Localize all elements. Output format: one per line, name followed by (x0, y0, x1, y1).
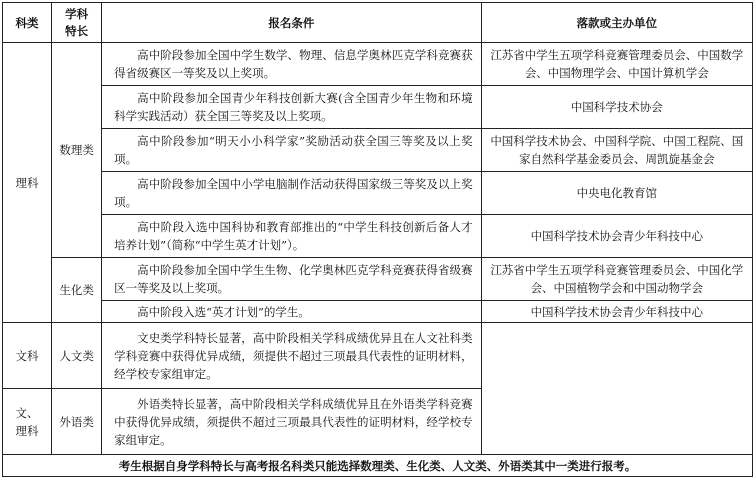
organizer-cell: 中国科学技术协会青少年科技中心 (481, 301, 752, 323)
header-organizer: 落款或主办单位 (481, 3, 752, 43)
table-row (3, 301, 753, 323)
requirement-cell: 高中阶段参加全国中小学电脑制作活动获得国家级三等奖及以上奖项。 (102, 172, 482, 215)
organizer-cell-empty (481, 323, 752, 455)
requirement-cell: 高中阶段入选“英才计划”的学生。 (102, 301, 482, 323)
organizer-cell: 中国科学技术协会青少年科技中心 (481, 215, 752, 258)
footnote-row (3, 455, 753, 477)
footnote: 考生根据自身学科特长与高考报名科类只能选择数理类、生化类、人文类、外语类其中一类进行报考。 (3, 455, 753, 477)
specialty-biochem: 生化类 (52, 258, 102, 323)
specialty-humanities: 人文类 (52, 323, 102, 389)
category-mixed (3, 389, 52, 455)
organizer-cell: 中央电化教育馆 (481, 172, 752, 215)
category-mixed-text: 文、理科 (15, 405, 39, 438)
requirement-cell: 外语类特长显著，高中阶段相关学科成绩优异且在外语类学科竞赛中获得优异成绩，须提供不超过三项最具代表性的证明材料，经学校专家组审定。 (102, 389, 482, 455)
category-liberal: 文科 (3, 323, 52, 389)
requirement-cell: 高中阶段参加全国中学生数学、物理、信息学奥林匹克学科竞赛获得省级赛区一等奖及以上奖项。 (102, 43, 482, 86)
organizer-cell: 中国科学技术协会、中国科学院、中国工程院、国家自然科学基金委员会、周凯旋基金会 (481, 129, 752, 172)
table-row (3, 86, 753, 129)
organizer-cell: 江苏省中学生五项学科竞赛管理委员会、中国数学会、中国物理学会、中国计算机学会 (481, 43, 752, 86)
specialty-math: 数理类 (52, 43, 102, 258)
table-row (3, 215, 753, 258)
eligibility-table (2, 2, 753, 477)
requirement-cell: 高中阶段参加全国青少年科技创新大赛(含全国青少年生物和环境科学实践活动）获全国三等奖及以上奖项。 (102, 86, 482, 129)
specialty-foreign: 外语类 (52, 389, 102, 455)
requirement-cell: 文史类学科特长显著，高中阶段相关学科成绩优异且在人文社科类学科竞赛中获得优异成绩，须提供不超过三项最具代表性的证明材料，经学校专家组审定。 (102, 323, 482, 389)
organizer-cell: 江苏省中学生五项学科竞赛管理委员会、中国化学会、中国植物学会和中国动物学会 (481, 258, 752, 301)
header-row (3, 3, 753, 43)
header-specialty (52, 3, 102, 43)
table-row (3, 172, 753, 215)
table-row (3, 129, 753, 172)
organizer-cell: 中国科学技术协会 (481, 86, 752, 129)
requirement-cell: 高中阶段参加全国中学生生物、化学奥林匹克学科竞赛获得省级赛区一等奖及以上奖项。 (102, 258, 482, 301)
header-specialty-text: 学科特长 (65, 6, 89, 38)
category-science: 理科 (3, 43, 52, 323)
header-requirement: 报名条件 (102, 3, 482, 43)
requirement-cell: 高中阶段入选中国科协和教育部推出的“中学生科技创新后备人才培养计划”（简称“中学生英才计划”）。 (102, 215, 482, 258)
table-row (3, 323, 753, 389)
requirement-cell: 高中阶段参加“明天小小科学家”奖励活动获全国三等奖及以上奖项。 (102, 129, 482, 172)
table-row (3, 43, 753, 86)
table-row (3, 258, 753, 301)
header-category: 科类 (3, 3, 52, 43)
